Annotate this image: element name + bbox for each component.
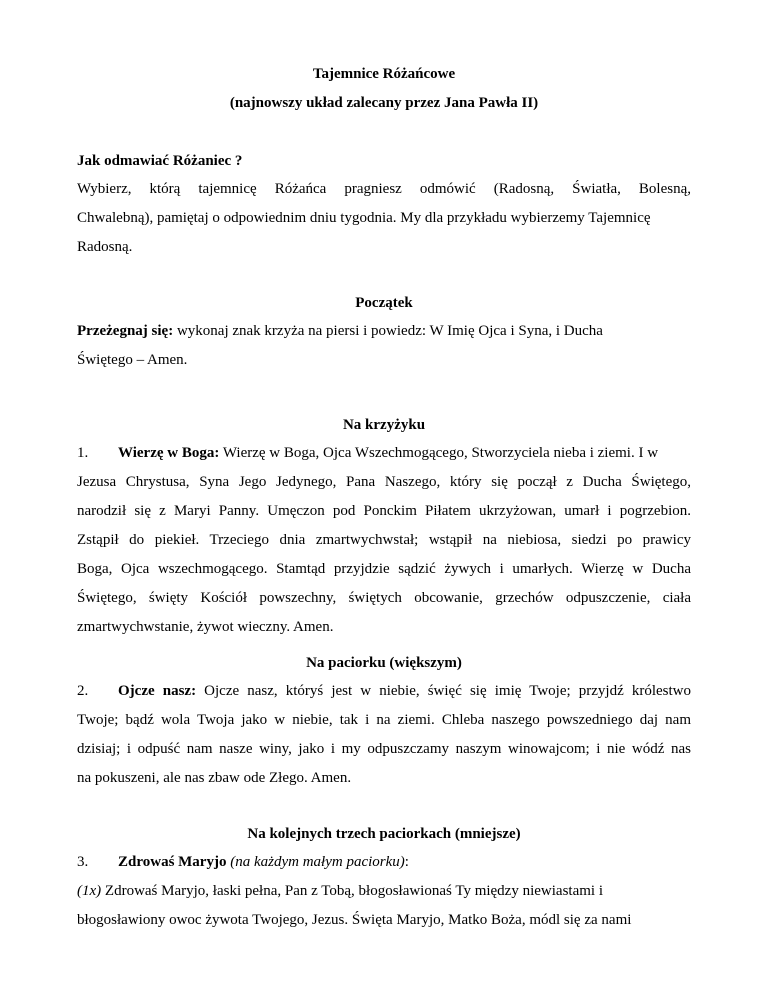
creed-line: zmartwychwstanie, żywot wieczny. Amen. — [77, 619, 334, 635]
section-heading-cross: Na krzyżyku — [342, 417, 426, 433]
start-line-text: wykonaj znak krzyża na piersi i powiedz: W Imię Ojca i Syna, i Ducha — [173, 323, 603, 339]
our-father-line: na pokuszeni, ale nas zbaw ode Złego. Amen. — [77, 770, 352, 786]
hail-mary-line — [77, 877, 691, 906]
intro-heading: Jak odmawiać Różaniec ? — [77, 153, 243, 169]
start-line — [77, 317, 691, 346]
document-subtitle: (najnowszy układ zalecany przez Jana Pawła II) — [229, 95, 539, 111]
hail-mary-heading-line — [77, 848, 691, 877]
start-paragraph — [77, 317, 691, 375]
hail-mary-count: (1x) — [77, 883, 102, 899]
creed-line: narodził się z Maryi Panny. Umęczon pod Ponckim Piłatem ukrzyżowan, umarł i pogrzebion. — [77, 503, 691, 519]
hail-mary-line-text: Zdrowaś Maryjo, łaski pełna, Pan z Tobą, błogosławionaś Ty między niewiastami i — [101, 883, 603, 899]
hail-mary-line: błogosławiony owoc żywota Twojego, Jezus. Święta Maryjo, Matko Boża, módl się za nami — [77, 912, 632, 928]
our-father-line-text: Ojcze nasz, któryś jest w niebie, święć się imię Twoje; przyjdź królestwo — [196, 683, 691, 699]
our-father-bold-lead: Ojcze nasz: — [118, 683, 197, 699]
intro-line: Chwalebną), pamiętaj o odpowiednim dniu tygodnia. My dla przykładu wybierzemy Tajemnicę — [77, 210, 651, 226]
creed-line-text: Wierzę w Boga, Ojca Wszechmogącego, Stworzyciela nieba i ziemi. I w — [219, 445, 659, 461]
hail-mary-note: (na każdym małym paciorku) — [230, 854, 405, 870]
hail-mary-paragraph — [77, 848, 691, 935]
creed-line: Boga, Ojca wszechmogącego. Stamtąd przyjdzie sądzić żywych i umarłych. Wierzę w Ducha — [77, 561, 691, 577]
start-line: Świętego – Amen. — [77, 352, 188, 368]
creed-first-line — [77, 439, 691, 468]
intro-line: Radosną. — [77, 239, 133, 255]
our-father-paragraph — [77, 677, 691, 793]
intro-line: Wybierz, którą tajemnicę Różańca pragniesz odmówić (Radosną, Światła, Bolesną, — [77, 181, 691, 197]
our-father-line: dzisiaj; i odpuść nam nasze winy, jako i my odpuszczamy naszym winowajcom; i nie wódź nas — [77, 741, 691, 757]
creed-paragraph — [77, 439, 691, 642]
document-title: Tajemnice Różańcowe — [312, 66, 456, 82]
section-heading-large-bead: Na paciorku (większym) — [306, 655, 462, 671]
item-number: 2. — [77, 683, 89, 699]
creed-bold-lead: Wierzę w Boga: — [118, 445, 220, 461]
section-heading-small-beads: Na kolejnych trzech paciorkach (mniejsze) — [247, 826, 521, 842]
item-number: 3. — [77, 854, 89, 870]
creed-line: Świętego, święty Kościół powszechny, świętych obcowanie, grzechów odpuszczenie, ciała — [77, 590, 691, 606]
hail-mary-bold-lead: Zdrowaś Maryjo — [118, 854, 227, 870]
section-heading-start: Początek — [355, 295, 413, 311]
our-father-first-line — [77, 677, 691, 706]
creed-line: Zstąpił do piekieł. Trzeciego dnia zmartwychwstał; wstąpił na niebiosa, siedzi po prawicy — [77, 532, 691, 548]
start-bold-lead: Przeżegnaj się: — [77, 323, 174, 339]
intro-paragraph — [77, 175, 691, 262]
item-number: 1. — [77, 445, 89, 461]
our-father-line: Twoje; bądź wola Twoja jako w niebie, tak i na ziemi. Chleba naszego powszedniego daj nam — [77, 712, 691, 728]
creed-line: Jezusa Chrystusa, Syna Jego Jedynego, Pana Naszego, który się począł z Ducha Świętego, — [77, 474, 691, 490]
hail-mary-colon: : — [404, 854, 409, 870]
